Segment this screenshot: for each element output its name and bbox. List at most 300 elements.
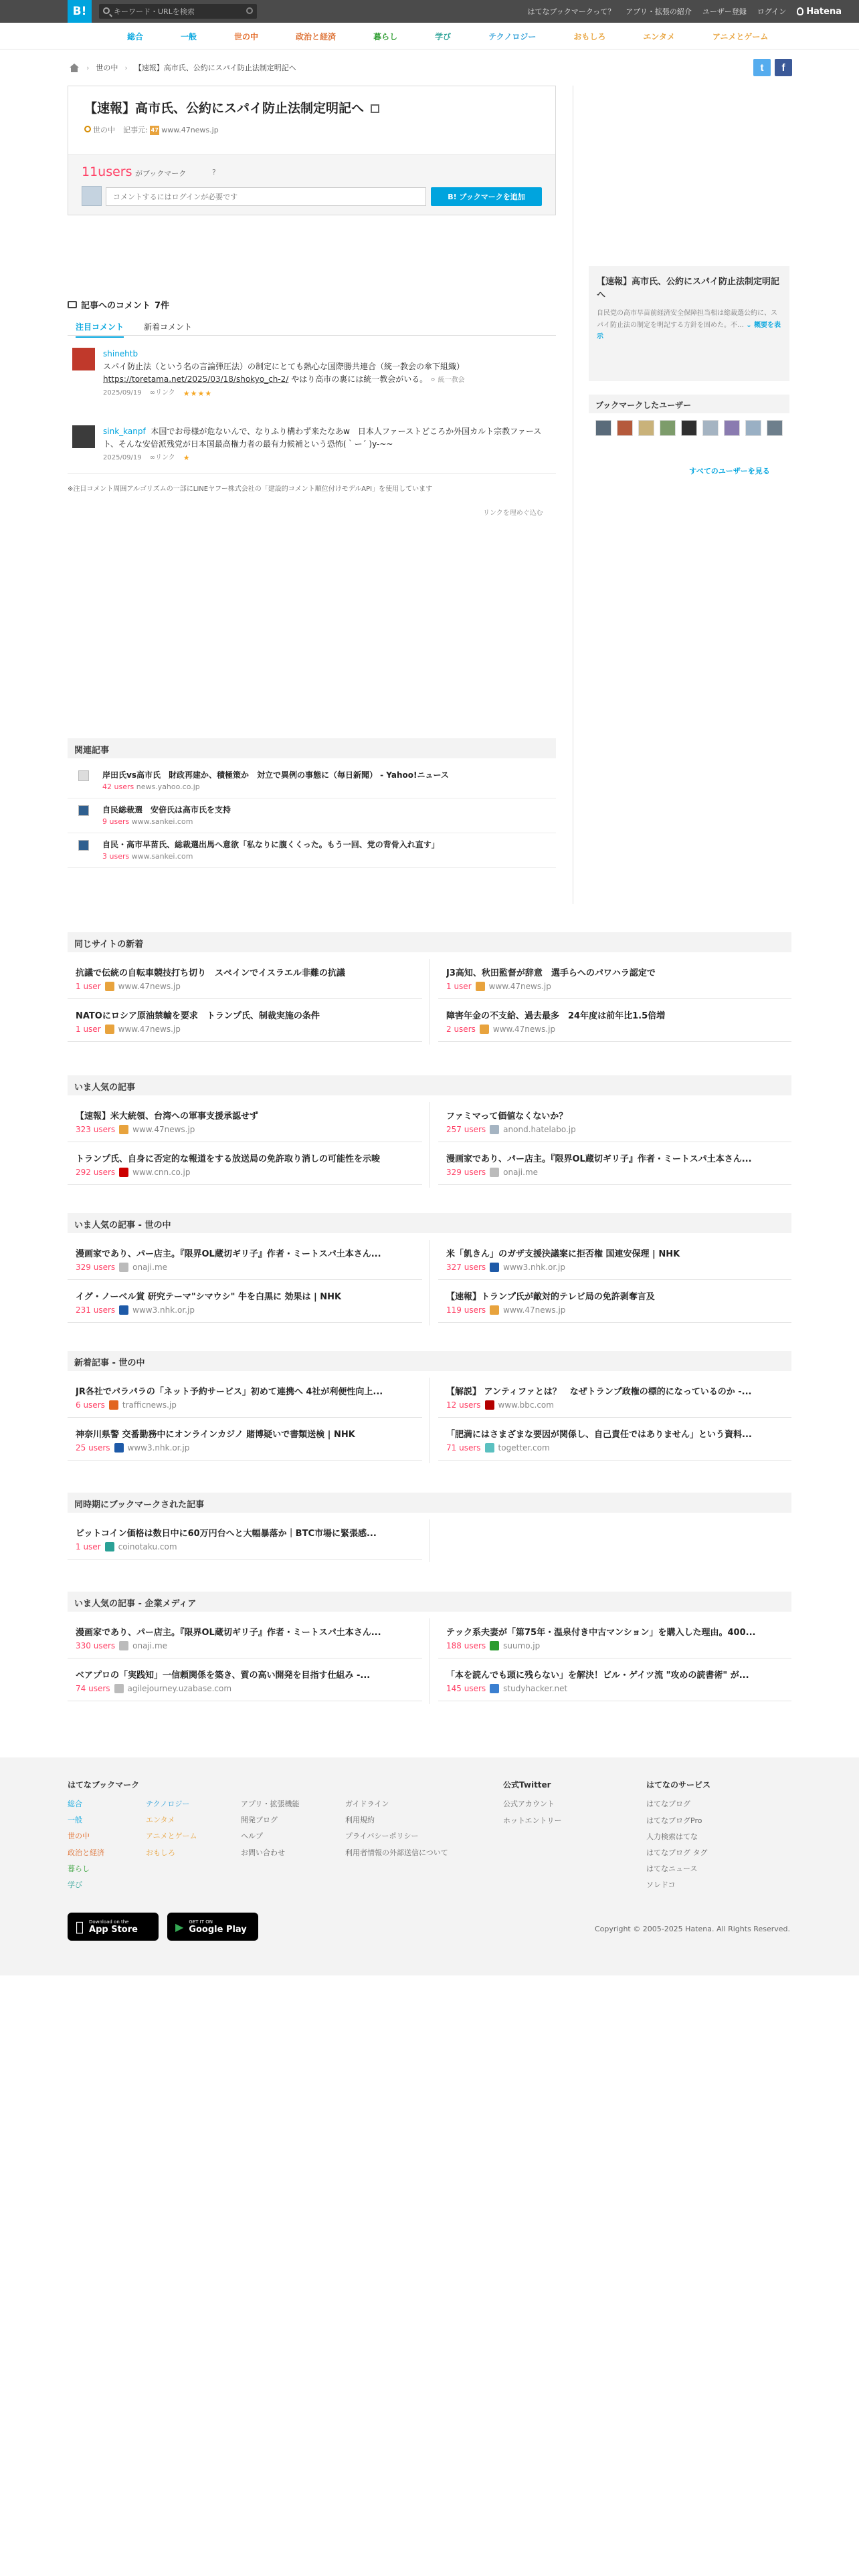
article-item[interactable] xyxy=(68,959,422,999)
avatar[interactable] xyxy=(724,420,740,436)
comment-permalink[interactable]: ∞リンク xyxy=(149,389,175,397)
article-title[interactable]: ファミマって価値なくないか？ xyxy=(446,1111,568,1121)
article-meta xyxy=(76,1168,190,1177)
article-users[interactable]: 1 user xyxy=(76,1542,101,1551)
footer-col-4 xyxy=(345,1796,448,1861)
article-users[interactable]: 1 user xyxy=(446,982,472,991)
site-favicon-icon xyxy=(105,982,114,991)
show-summary-label: 概要を表示 xyxy=(597,321,781,341)
article-meta xyxy=(76,1684,231,1693)
related-domain[interactable]: news.yahoo.co.jp xyxy=(136,782,200,791)
related-item[interactable] xyxy=(68,835,556,868)
footer-link[interactable]: はてなブログ xyxy=(646,1800,690,1809)
article-domain[interactable]: trafficnews.jp xyxy=(122,1400,177,1410)
article-users[interactable]: 257 users xyxy=(446,1125,486,1134)
entry-category-link[interactable] xyxy=(84,124,115,135)
article-domain[interactable]: suumo.jp xyxy=(503,1641,541,1650)
article-item[interactable] xyxy=(438,1102,791,1142)
summary-text xyxy=(597,308,781,343)
related-title[interactable]: 岸田氏vs高市氏 財政再建か、積極策か 対立で異例の事態に（毎日新聞） - Yahoo!ニュース xyxy=(102,770,449,780)
footer-link[interactable]: 利用者情報の外部送信について xyxy=(345,1848,448,1857)
comment-user[interactable]: shinehtb xyxy=(103,349,138,358)
article-domain[interactable]: www.47news.jp xyxy=(503,1305,566,1315)
avatar[interactable] xyxy=(681,420,697,436)
footer-link[interactable]: ガイドライン xyxy=(345,1800,389,1808)
footer-link[interactable]: はてなニュース xyxy=(646,1864,698,1874)
article-title[interactable]: 神奈川県警 交番勤務中にオンラインカジノ 賭博疑いで書類送検 | NHK xyxy=(76,1430,355,1440)
article-users[interactable]: 74 users xyxy=(76,1684,110,1693)
site-favicon-icon xyxy=(480,1025,489,1034)
comment-body xyxy=(103,425,551,464)
site-favicon-icon xyxy=(78,840,89,851)
site-favicon-icon xyxy=(490,1305,499,1315)
article-meta xyxy=(446,1125,576,1134)
footer-link[interactable]: 利用規約 xyxy=(345,1816,375,1825)
footer-twitter xyxy=(503,1776,562,1829)
article-domain[interactable]: agilejourney.uzabase.com xyxy=(127,1684,232,1693)
related-item[interactable] xyxy=(68,800,556,833)
help-icon[interactable]: ? xyxy=(212,168,216,177)
article-title[interactable]: 漫画家であり、パー店主。『限界OL蔵切ギリ子』作者・ミートスパ土本さん... xyxy=(76,1249,381,1259)
apple-icon xyxy=(76,1919,84,1935)
article-domain[interactable]: www.47news.jp xyxy=(132,1125,195,1134)
footer-link[interactable]: ホットエントリー xyxy=(503,1816,562,1825)
section-heading: 同じサイトの新着 xyxy=(68,932,791,952)
article-meta xyxy=(446,1168,538,1177)
facebook-share-icon[interactable]: f xyxy=(775,59,792,76)
article-users[interactable]: 2 users xyxy=(446,1025,476,1034)
stars[interactable]: ★ xyxy=(183,453,191,463)
comment-text xyxy=(103,360,551,386)
avatar[interactable] xyxy=(617,420,633,436)
related-users[interactable]: 42 users xyxy=(102,782,134,791)
divider xyxy=(429,1240,430,1325)
article-item[interactable] xyxy=(68,1240,422,1280)
article-users[interactable]: 188 users xyxy=(446,1641,486,1650)
footer-link[interactable]: おもしろ xyxy=(146,1848,175,1857)
article-title[interactable]: J3高知、秋田監督が辞意 選手らへのパワハラ認定で xyxy=(446,968,656,978)
comments-count: 7件 xyxy=(155,301,170,311)
category-nav-item[interactable]: アニメとゲーム xyxy=(712,31,769,41)
article-title[interactable]: 【速報】トランプ氏が敵対的テレビ局の免許剥奪言及 xyxy=(446,1292,655,1302)
article-meta xyxy=(76,982,181,991)
article-meta xyxy=(446,1263,565,1272)
users-label: がブックマーク xyxy=(135,169,187,178)
article-users[interactable]: 329 users xyxy=(446,1168,486,1177)
article-domain[interactable]: onaji.me xyxy=(132,1263,168,1272)
article-item[interactable] xyxy=(68,1420,422,1461)
home-icon[interactable] xyxy=(69,64,80,72)
article-title[interactable]: JR各社でパラパラの「ネット予約サービス」初めて連携へ 4社が利便性向上... xyxy=(76,1387,383,1397)
category-nav-item[interactable]: 政治と経済 xyxy=(296,31,337,41)
divider xyxy=(68,473,556,474)
comment-tag-label: 統一教会 xyxy=(438,377,465,385)
comment-input[interactable] xyxy=(106,187,426,206)
site-favicon-icon xyxy=(119,1168,128,1177)
breadcrumb-title: 【速報】高市氏、公約にスパイ防止法制定明記へ xyxy=(134,64,296,72)
divider xyxy=(429,1102,430,1188)
article-meta xyxy=(446,1400,554,1410)
comment-tabs xyxy=(68,317,556,336)
article-users[interactable]: 329 users xyxy=(76,1263,116,1272)
signup-link[interactable]: ユーザー登録 xyxy=(702,7,747,16)
footer-heading: 公式Twitter xyxy=(503,1780,551,1790)
article-title[interactable]: 米「飢きん」のガザ支援決議案に拒否権 国連安保理 | NHK xyxy=(446,1249,680,1259)
article-users[interactable]: 12 users xyxy=(446,1400,481,1410)
avatar[interactable] xyxy=(72,425,95,448)
avatar[interactable] xyxy=(702,420,719,436)
article-users[interactable]: 25 users xyxy=(76,1443,110,1453)
footer-link[interactable]: 人力検索はてな xyxy=(646,1832,698,1841)
permalink-label: リンク xyxy=(155,389,175,397)
article-item[interactable] xyxy=(438,1283,791,1323)
article-title[interactable]: テック系夫妻が「第75年・温泉付き中古マンション」を購入した理由。400... xyxy=(446,1628,756,1638)
footer-link[interactable]: 暮らし xyxy=(68,1864,90,1873)
footer-link[interactable]: アニメとゲーム xyxy=(146,1832,197,1841)
footer-link[interactable]: 公式アカウント xyxy=(503,1800,555,1809)
article-users[interactable]: 330 users xyxy=(76,1641,116,1650)
category-icon xyxy=(84,126,91,132)
article-domain[interactable]: www.47news.jp xyxy=(492,1025,556,1034)
comment-body xyxy=(103,348,551,399)
footer-link[interactable]: ソレドコ xyxy=(646,1881,676,1890)
article-item[interactable] xyxy=(438,1661,791,1701)
article-domain[interactable]: anond.hatelabo.jp xyxy=(503,1125,576,1134)
users-count[interactable]: 11users xyxy=(82,165,132,179)
article-meta xyxy=(76,1025,181,1034)
google-play-button[interactable] xyxy=(167,1913,258,1941)
article-users[interactable]: 145 users xyxy=(446,1684,486,1693)
site-favicon-icon xyxy=(114,1443,124,1453)
article-domain[interactable]: www.47news.jp xyxy=(118,982,181,991)
article-title[interactable]: イグ・ノーベル賞 研究テーマ"シマウシ" 牛を白黒に 効果は | NHK xyxy=(76,1292,342,1302)
article-item[interactable] xyxy=(68,1283,422,1323)
article-item[interactable] xyxy=(438,1145,791,1185)
article-item[interactable] xyxy=(438,959,791,999)
share-buttons xyxy=(753,59,792,76)
article-title[interactable]: 【速報】米大統領、台湾への軍事支援承認せず xyxy=(76,1111,259,1121)
site-favicon-icon xyxy=(119,1263,128,1272)
comment-meta xyxy=(103,388,551,400)
article-meta xyxy=(76,1125,195,1134)
site-favicon-icon xyxy=(78,770,89,781)
show-summary-link[interactable]: ⌄ 概要を表示 xyxy=(597,321,781,341)
site-favicon-icon xyxy=(490,1263,499,1272)
related-domain[interactable]: www.sankei.com xyxy=(131,852,193,861)
article-meta xyxy=(76,1641,167,1650)
article-users[interactable]: 231 users xyxy=(76,1305,116,1315)
comment-permalink[interactable]: ∞リンク xyxy=(149,454,175,462)
footer-link[interactable]: 学び xyxy=(68,1880,82,1889)
site-favicon-icon xyxy=(105,1542,114,1551)
article-title[interactable]: ベアプロの「実践知」一信頼関係を築き、質の高い開発を目指す仕組み -... xyxy=(76,1671,371,1681)
hatena-brand-label: Hatena xyxy=(806,6,842,17)
site-favicon-icon xyxy=(476,982,485,991)
article-title[interactable]: 漫画家であり、パー店主。『限界OL蔵切ギリ子』作者・ミートスパ土本さん... xyxy=(76,1628,381,1638)
article-title[interactable]: NATOにロシア原油禁輸を要求 トランプ氏、制裁実施の条件 xyxy=(76,1011,320,1021)
site-favicon-icon xyxy=(119,1641,128,1650)
footer-link[interactable]: 政治と経済 xyxy=(68,1848,104,1857)
related-title[interactable]: 自民・高市早苗氏、総裁選出馬へ意欲「私なりに腹くくった。もう一回、党の背骨入れ直す」 xyxy=(102,840,440,849)
related-meta xyxy=(102,852,193,861)
article-domain[interactable]: coinotaku.com xyxy=(118,1542,177,1551)
google-play-label xyxy=(189,1919,246,1935)
comment-tag[interactable]: ⚪ 統一教会 xyxy=(430,377,465,385)
article-domain[interactable]: www.47news.jp xyxy=(488,982,551,991)
footer xyxy=(0,1757,859,1975)
article-item[interactable] xyxy=(438,1420,791,1461)
footer-link[interactable]: はてなブログPro xyxy=(646,1816,702,1825)
algorithm-note: ※注目コメント周囲アルゴリズムの一部にLINEヤフー株式会社の「建設的コメント順位付けモデルAPI」を使用しています xyxy=(68,486,433,493)
comment-text xyxy=(103,425,551,451)
app-store-label xyxy=(81,1919,138,1935)
comment-user[interactable]: sink_kanpf xyxy=(103,427,146,436)
article-title[interactable]: ビットコイン価格は数日中に60万円台へと大幅暴落か｜BTC市場に緊張感... xyxy=(76,1529,377,1539)
footer-link[interactable]: アプリ・拡張機能 xyxy=(241,1800,300,1808)
article-item[interactable] xyxy=(438,1378,791,1418)
category-nav-item[interactable]: 総合 xyxy=(127,31,144,41)
avatar[interactable] xyxy=(638,420,654,436)
top-links xyxy=(527,0,842,23)
footer-col-1 xyxy=(68,1796,104,1893)
footer-link[interactable]: ヘルプ xyxy=(241,1832,263,1841)
search-input[interactable] xyxy=(114,5,241,17)
related-item[interactable] xyxy=(68,765,556,798)
site-favicon-icon xyxy=(109,1400,118,1410)
footer-categories xyxy=(68,1776,139,1796)
article-domain[interactable]: www3.nhk.or.jp xyxy=(132,1305,195,1315)
related-users[interactable]: 9 users xyxy=(102,817,130,826)
site-favicon-icon xyxy=(490,1125,499,1134)
search-box xyxy=(99,4,257,19)
app-store-small: Download on the xyxy=(81,1919,121,1925)
avatar xyxy=(82,186,102,206)
article-users[interactable]: 6 users xyxy=(76,1400,105,1410)
source-label: 記事元: xyxy=(123,126,148,134)
app-store-button[interactable] xyxy=(68,1913,159,1941)
article-title[interactable]: 「肥満にはさまざまな要因が関係し、自己責任ではありません」という資料... xyxy=(446,1430,752,1440)
article-meta xyxy=(446,1305,565,1315)
footer-col-3 xyxy=(241,1796,300,1861)
add-bookmark-button[interactable]: B! ブックマークを追加 xyxy=(431,187,542,206)
footer-link[interactable]: エンタメ xyxy=(146,1816,175,1825)
site-favicon-icon xyxy=(490,1641,499,1650)
play-icon: ▶ xyxy=(175,1920,184,1933)
divider xyxy=(429,959,430,1045)
footer-link[interactable]: 開発ブログ xyxy=(241,1816,278,1825)
related-title[interactable]: 自民総裁選 安倍氏は高市氏を支持 xyxy=(102,805,231,815)
comment-text-part: スパイ防止法（という名の言論弾圧法）の制定にとても熱心な国際勝共連合（統一教会の傘下組織） xyxy=(103,362,465,372)
stars[interactable]: ★★★★ xyxy=(183,389,213,398)
entry-title[interactable]: 【速報】高市氏、公約にスパイ防止法制定明記へ xyxy=(84,101,365,116)
entry-box xyxy=(68,86,556,215)
article-item[interactable] xyxy=(68,1519,422,1560)
article-domain[interactable]: www.cnn.co.jp xyxy=(132,1168,191,1177)
article-title[interactable]: 【解説】 アンティファとは？ なぜトランプ政権の標的になっているのか -... xyxy=(446,1387,752,1397)
twitter-share-icon[interactable]: t xyxy=(753,59,771,76)
category-nav-item[interactable]: テクノロジー xyxy=(488,31,537,41)
section-heading: 新着記事 - 世の中 xyxy=(68,1351,791,1371)
footer-services xyxy=(646,1776,710,1894)
site-favicon-icon xyxy=(119,1305,128,1315)
article-meta xyxy=(76,1263,167,1272)
article-users[interactable]: 292 users xyxy=(76,1168,116,1177)
comment-link[interactable]: https://toretama.net/2025/03/18/shokyo_ch-2/ xyxy=(103,374,289,385)
article-item[interactable] xyxy=(68,1102,422,1142)
article-item[interactable] xyxy=(438,1618,791,1658)
related-heading: 関連記事 xyxy=(68,738,556,758)
comments-heading-label: 記事へのコメント xyxy=(81,301,151,311)
avatar[interactable] xyxy=(660,420,676,436)
search-submit-icon[interactable] xyxy=(246,7,253,14)
article-title[interactable]: 障害年金の不支給、過去最多 24年度は前年比1.5倍増 xyxy=(446,1011,666,1021)
tab-featured-comments[interactable]: 注目コメント xyxy=(76,321,124,338)
all-users-link[interactable]: すべてのユーザーを見る xyxy=(689,467,770,475)
section-heading: 同時期にブックマークされた記事 xyxy=(68,1493,791,1513)
article-users[interactable]: 1 user xyxy=(76,982,101,991)
article-meta xyxy=(76,1542,177,1551)
article-meta xyxy=(76,1305,195,1315)
article-meta xyxy=(446,1641,540,1650)
article-users[interactable]: 119 users xyxy=(446,1305,486,1315)
login-link[interactable]: ログイン xyxy=(757,7,787,16)
footer-col-2 xyxy=(146,1796,197,1861)
entry-source xyxy=(123,124,219,135)
related-meta xyxy=(102,782,200,791)
more-comments-link[interactable]: リンクを理めぐ込む xyxy=(483,510,543,517)
category-nav-item[interactable]: 一般 xyxy=(181,31,197,41)
category-nav-item[interactable]: エンタメ xyxy=(643,31,675,41)
category-nav xyxy=(0,23,859,49)
avatar[interactable] xyxy=(72,348,95,370)
site-favicon-icon xyxy=(105,1025,114,1034)
footer-link[interactable]: はてなブログ タグ xyxy=(646,1848,708,1857)
article-item[interactable] xyxy=(68,1145,422,1185)
divider xyxy=(429,1519,430,1562)
section-heading: いま人気の記事 - 企業メディア xyxy=(68,1592,791,1612)
chevron-right-icon: › xyxy=(124,63,128,72)
summary-box xyxy=(589,266,789,381)
google-play-small: GET IT ON xyxy=(189,1919,213,1925)
bookmark-area xyxy=(68,154,555,215)
category-nav-item[interactable]: 暮らし xyxy=(373,31,398,41)
category-nav-item[interactable]: 学び xyxy=(435,31,452,41)
comment-date: 2025/09/19 xyxy=(103,454,142,462)
hatena-bookmark-logo[interactable]: B! xyxy=(68,0,92,23)
site-favicon-icon xyxy=(490,1168,499,1177)
section-heading: いま人気の記事 xyxy=(68,1075,791,1095)
article-meta xyxy=(446,982,551,991)
article-meta xyxy=(446,1025,555,1034)
article-item[interactable] xyxy=(438,1002,791,1042)
entry-source-link[interactable]: www.47news.jp xyxy=(161,126,219,134)
article-meta xyxy=(446,1684,567,1693)
comments-heading xyxy=(68,298,169,311)
entry-meta xyxy=(84,124,219,135)
article-users[interactable]: 327 users xyxy=(446,1263,486,1272)
article-item[interactable] xyxy=(68,1002,422,1042)
article-title[interactable]: トランプ氏、自身に否定的な報道をする放送局の免許取り消しの可能性を示唆 xyxy=(76,1154,381,1164)
search-icon xyxy=(103,7,110,14)
article-users[interactable]: 71 users xyxy=(446,1443,481,1453)
footer-link[interactable]: 一般 xyxy=(68,1816,82,1825)
footer-link[interactable]: プライバシーポリシー xyxy=(345,1832,419,1841)
site-favicon-icon xyxy=(78,805,89,816)
avatar[interactable] xyxy=(595,420,611,436)
tab-new-comments[interactable]: 新着コメント xyxy=(144,322,193,332)
article-domain[interactable]: onaji.me xyxy=(132,1641,168,1650)
avatar[interactable] xyxy=(745,420,761,436)
category-nav-item[interactable]: おもしろ xyxy=(573,31,606,41)
permalink-label: リンク xyxy=(155,454,175,462)
breadcrumb-section[interactable]: 世の中 xyxy=(96,64,118,72)
apps-link[interactable]: アプリ・拡張の紹介 xyxy=(626,7,692,16)
breadcrumb xyxy=(69,60,296,75)
article-title[interactable]: 漫画家であり、パー店主。『限界OL蔵切ギリ子』作者・ミートスパ土本さん... xyxy=(446,1154,752,1164)
article-item[interactable] xyxy=(438,1240,791,1280)
article-item[interactable] xyxy=(68,1618,422,1658)
comment-date: 2025/09/19 xyxy=(103,389,142,397)
article-item[interactable] xyxy=(68,1378,422,1418)
article-domain[interactable]: www.47news.jp xyxy=(118,1025,181,1034)
site-favicon-icon xyxy=(114,1684,124,1693)
site-favicon-icon xyxy=(490,1684,499,1693)
about-link[interactable]: はてなブックマークって？ xyxy=(527,7,615,16)
comment-text-part: やはり高市の裏には統一教会がいる。 xyxy=(291,374,428,385)
top-bar xyxy=(0,0,859,23)
article-domain[interactable]: www3.nhk.or.jp xyxy=(127,1443,190,1453)
related-domain[interactable]: www.sankei.com xyxy=(131,817,193,826)
article-users[interactable]: 323 users xyxy=(76,1125,116,1134)
site-favicon-icon xyxy=(485,1400,494,1410)
summary-body: 自民党の高市早苗前経済安全保障担当相は総裁選公約に、スパイ防止法の制定を明記する方針を固めた。不… xyxy=(597,310,777,329)
divider xyxy=(429,1618,430,1704)
category-nav-item[interactable]: 世の中 xyxy=(234,31,259,41)
related-users[interactable]: 3 users xyxy=(102,852,130,861)
footer-heading: はてなブックマーク xyxy=(68,1780,140,1790)
article-title[interactable]: 「本を読んでも頭に残らない」を解決！ビル・ゲイツ流 "攻めの読書術" が... xyxy=(446,1671,749,1681)
footer-link[interactable]: お問い合わせ xyxy=(241,1848,285,1857)
bookmark-users-grid xyxy=(595,420,783,436)
related-meta xyxy=(102,817,193,826)
divider xyxy=(429,1378,430,1463)
article-domain[interactable]: onaji.me xyxy=(503,1168,539,1177)
site-favicon-icon: 47 xyxy=(150,126,159,135)
footer-heading: はてなのサービス xyxy=(646,1780,711,1790)
section-heading: いま人気の記事 - 世の中 xyxy=(68,1213,791,1233)
article-title[interactable]: 抗議で伝統の自転車競技打ち切り スペインでイスラエル非難の抗議 xyxy=(76,968,345,978)
article-item[interactable] xyxy=(68,1661,422,1701)
article-users[interactable]: 1 user xyxy=(76,1025,101,1034)
article-domain[interactable]: www3.nhk.or.jp xyxy=(503,1263,565,1272)
comment-bubble-icon xyxy=(68,301,77,308)
entry-category: 世の中 xyxy=(93,126,115,134)
article-meta xyxy=(76,1400,177,1410)
external-link-icon[interactable] xyxy=(371,104,379,113)
article-domain[interactable]: studyhacker.net xyxy=(503,1684,568,1693)
article-domain[interactable]: www.bbc.com xyxy=(498,1400,554,1410)
footer-link[interactable]: テクノロジー xyxy=(146,1800,190,1808)
avatar[interactable] xyxy=(767,420,783,436)
footer-link[interactable]: 世の中 xyxy=(68,1832,90,1841)
site-favicon-icon xyxy=(119,1125,128,1134)
summary-title: 【速報】高市氏、公約にスパイ防止法制定明記へ xyxy=(597,277,780,301)
footer-link[interactable]: 総合 xyxy=(68,1800,82,1808)
comment-text-part: 本国でお母様が危ないんで、なりふり構わず来たなあw 日本人ファーストどころか外国カルト宗教ファースト、そんな安倍派残党が日本国最高権力者の最有力候補という恐怖(｀ー´ )y-~~ xyxy=(103,427,542,449)
article-meta xyxy=(76,1443,189,1453)
article-domain[interactable]: togetter.com xyxy=(498,1443,550,1453)
hatena-brand-link[interactable] xyxy=(797,7,842,17)
